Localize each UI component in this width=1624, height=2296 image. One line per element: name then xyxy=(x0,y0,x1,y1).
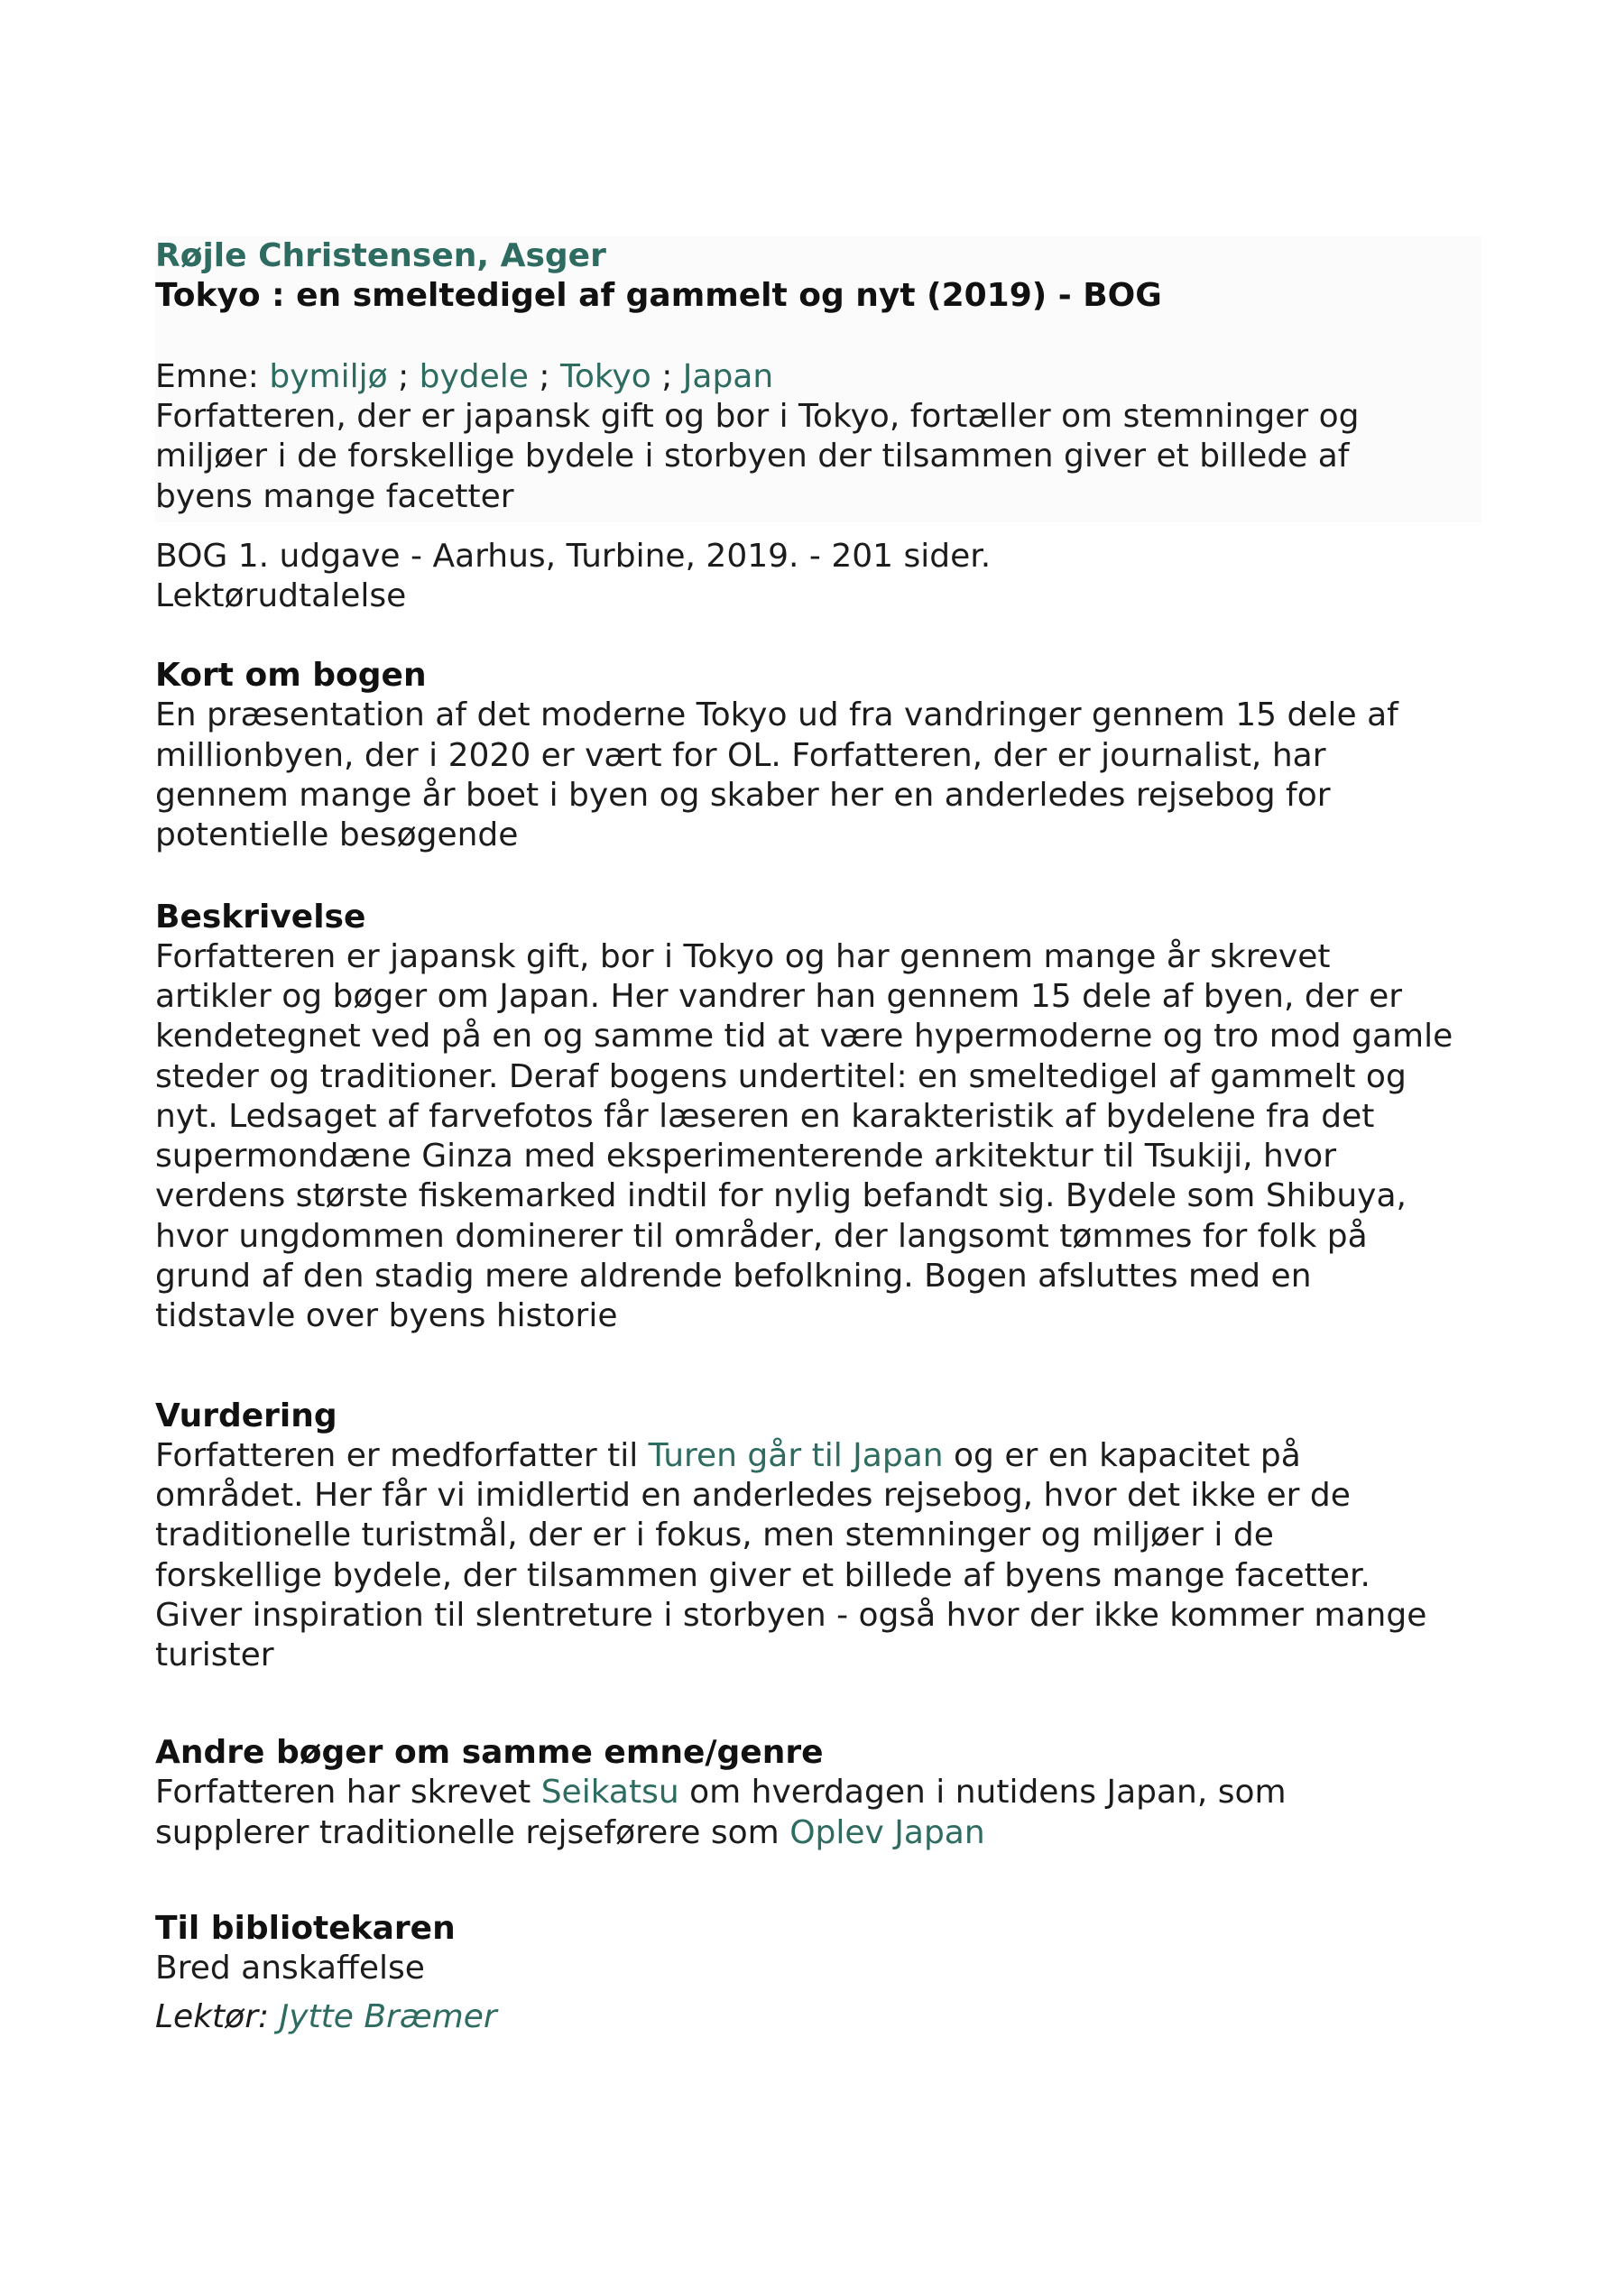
summary xyxy=(155,397,1481,517)
publication-info xyxy=(155,537,1481,617)
text-line: En præsentation af det moderne Tokyo ud fra vandringer gennem 15 dele af xyxy=(155,696,1398,734)
text-fragment: supplerer traditionelle rejseførere som xyxy=(155,1813,790,1851)
review-type: Lektørudtalelse xyxy=(155,577,407,615)
book-link-oplev-japan[interactable]: Oplev Japan xyxy=(789,1813,985,1851)
subject-line xyxy=(155,357,1481,397)
text-line: forskellige bydele, der tilsammen giver et billede af byens mange facetter. xyxy=(155,1556,1370,1594)
lektor-name-link[interactable]: Jytte Bræmer xyxy=(279,1998,497,2036)
author-link[interactable]: Røjle Christensen, Asger xyxy=(155,237,606,274)
section-vurdering xyxy=(155,1397,1481,1676)
text-fragment: Forfatteren er medforfatter til xyxy=(155,1436,649,1474)
section-andre-boeger xyxy=(155,1733,1481,1853)
book-title: Tokyo : en smeltedigel af gammelt og nyt (2019) - BOG xyxy=(155,277,1162,314)
text-line: traditionelle turistmål, der er i fokus, men stemninger og miljøer i de xyxy=(155,1517,1274,1554)
text-line: potentielle besøgende xyxy=(155,816,519,854)
subject-separator: ; xyxy=(651,358,683,395)
lektor-label: Lektør: xyxy=(155,1998,280,2036)
text-line: kendetegnet ved på en og samme tid at være hypermoderne og tro mod gamle xyxy=(155,1018,1453,1056)
text-line: steder og traditioner. Deraf bogens undertitel: en smeltedigel af gammelt og xyxy=(155,1057,1407,1095)
text-line: Giver inspiration til slentreture i storbyen - også hvor der ikke kommer mange xyxy=(155,1596,1427,1634)
subject-label: Emne: xyxy=(155,358,270,395)
summary-line: byens mange facetter xyxy=(155,477,514,515)
summary-line: Forfatteren, der er japansk gift og bor i Tokyo, fortæller om stemninger og xyxy=(155,398,1360,435)
text-line: området. Her får vi imidlertid en anderledes rejsebog, hvor det ikke er de xyxy=(155,1476,1351,1514)
section-heading: Til bibliotekaren xyxy=(155,1910,456,1948)
review-page xyxy=(155,236,1481,2037)
text-line: supermondæne Ginza med eksperimenterende arkitektur til Tsukiji, hvor xyxy=(155,1138,1337,1176)
section-heading: Vurdering xyxy=(155,1397,337,1434)
record-header xyxy=(155,236,1481,522)
section-heading: Andre bøger om samme emne/genre xyxy=(155,1734,824,1772)
section-beskrivelse xyxy=(155,898,1481,1337)
lektor-line xyxy=(155,1997,1481,2037)
text-line: gennem mange år boet i byen og skaber her en anderledes rejsebog for xyxy=(155,777,1331,815)
summary-line: miljøer i de forskellige bydele i storbyen der tilsammen giver et billede af xyxy=(155,438,1350,475)
section-kort-om-bogen xyxy=(155,656,1481,855)
text-line: Bred anskaffelse xyxy=(155,1950,425,1987)
text-line: artikler og bøger om Japan. Her vandrer han gennem 15 dele af byen, der er xyxy=(155,977,1403,1015)
section-heading: Beskrivelse xyxy=(155,898,366,936)
text-line: grund af den stadig mere aldrende befolkning. Bogen afsluttes med en xyxy=(155,1258,1312,1296)
text-line: nyt. Ledsaget af farvefotos får læseren en karakteristik af bydelene fra det xyxy=(155,1097,1375,1135)
section-heading: Kort om bogen xyxy=(155,657,427,695)
text-line: Forfatteren er japansk gift, bor i Tokyo og har gennem mange år skrevet xyxy=(155,937,1331,975)
text-line xyxy=(155,1436,1481,1476)
text-line: turister xyxy=(155,1637,274,1674)
text-line: tidstavle over byens historie xyxy=(155,1297,618,1335)
subject-link-japan[interactable]: Japan xyxy=(682,358,774,395)
section-til-bibliotekaren xyxy=(155,1909,1481,2037)
subject-separator: ; xyxy=(528,358,560,395)
text-line: verdens største fiskemarked indtil for nylig befandt sig. Bydele som Shibuya, xyxy=(155,1177,1407,1215)
text-line xyxy=(155,1773,1481,1812)
book-link-seikatsu[interactable]: Seikatsu xyxy=(540,1774,679,1812)
book-link-turen-gaar-til-japan[interactable]: Turen går til Japan xyxy=(648,1436,944,1474)
text-fragment: om hverdagen i nutidens Japan, som xyxy=(678,1774,1287,1812)
text-line xyxy=(155,1813,1481,1853)
subject-link-tokyo[interactable]: Tokyo xyxy=(559,358,651,395)
text-fragment: Forfatteren har skrevet xyxy=(155,1774,541,1812)
subject-link-bymiljo[interactable]: bymiljø xyxy=(269,358,388,395)
text-fragment: og er en kapacitet på xyxy=(943,1436,1301,1474)
subject-separator: ; xyxy=(387,358,420,395)
text-line: millionbyen, der i 2020 er vært for OL. Forfatteren, der er journalist, har xyxy=(155,736,1326,774)
subject-link-bydele[interactable]: bydele xyxy=(419,358,529,395)
text-line: hvor ungdommen dominerer til områder, der langsomt tømmes for folk på xyxy=(155,1217,1368,1255)
publication-line: BOG 1. udgave - Aarhus, Turbine, 2019. - 201 sider. xyxy=(155,537,992,575)
